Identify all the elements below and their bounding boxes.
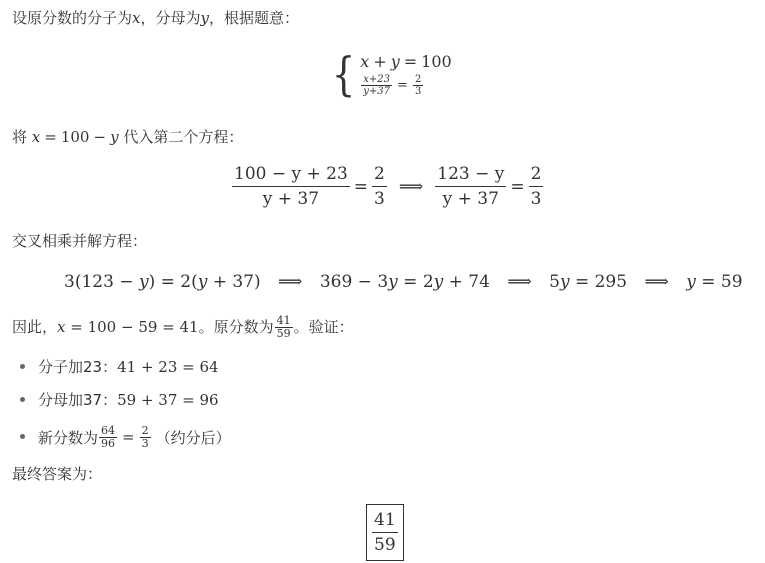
check-list bbox=[38, 356, 231, 452]
intro-text-2: ，分母为 bbox=[140, 9, 201, 27]
fraction-rhs-2: $\frac{2}{3}$ bbox=[530, 164, 542, 210]
list-item: 分子加23：41 + 23 = 64 bbox=[38, 356, 231, 389]
solve-chain: 3(123 − y) = 2(y + 37) ⟹ 369 − 3y = 2y + 74 ⟹ 5y = 295 ⟹ y = 59 bbox=[64, 272, 743, 292]
system-eq-2: $\frac{x+23}{y+37}$ = $\frac{2}{3}$ bbox=[363, 74, 422, 97]
list-item: 新分数为 $\frac{64}{96}$ = $\frac{2}{3}$ （约分后） bbox=[38, 422, 231, 452]
intro-text-3: ，根据题意： bbox=[208, 9, 299, 27]
system-eq-1: x + y = 100 bbox=[360, 52, 452, 71]
bullet-icon bbox=[20, 434, 25, 439]
intro-line bbox=[12, 8, 299, 28]
conclusion-line: 因此， x = 100 − 59 = 41 。原分数为 $\frac{41}{59}$ 。验证： bbox=[12, 313, 354, 340]
fraction-lhs-2: $\frac{123 - y}{y + 37}$ bbox=[437, 164, 505, 210]
cross-multiply-line: 交叉相乘并解方程： bbox=[12, 232, 148, 250]
var-x: x bbox=[132, 9, 141, 27]
fraction-rhs-1: $\frac{2}{3}$ bbox=[374, 164, 385, 210]
intro-text-1: 设原分数的分子为 bbox=[12, 9, 133, 27]
implies-arrow: ⟹ bbox=[398, 176, 424, 197]
final-answer-box: $\frac{41}{59}$ bbox=[366, 504, 404, 561]
bullet-icon bbox=[20, 364, 25, 369]
equation-system bbox=[329, 47, 452, 101]
final-answer-label: 最终答案为： bbox=[12, 465, 103, 483]
left-brace: { bbox=[331, 47, 356, 101]
var-y: y bbox=[200, 9, 209, 27]
list-item: 分母加37：59 + 37 = 96 bbox=[38, 389, 231, 422]
substituted-equation: $\frac{100 - y + 23}{y + 37}$ = $\frac{2}{3}$ ⟹ $\frac{123 - y}{y + 37}$ = $\frac{2}{3}$ bbox=[234, 164, 542, 210]
fraction-lhs-1: $\frac{100 - y + 23}{y + 37}$ bbox=[234, 164, 348, 210]
bullet-icon bbox=[20, 397, 25, 402]
substitute-line: 将 x = 100 − y 代入第二个方程： bbox=[12, 128, 244, 146]
